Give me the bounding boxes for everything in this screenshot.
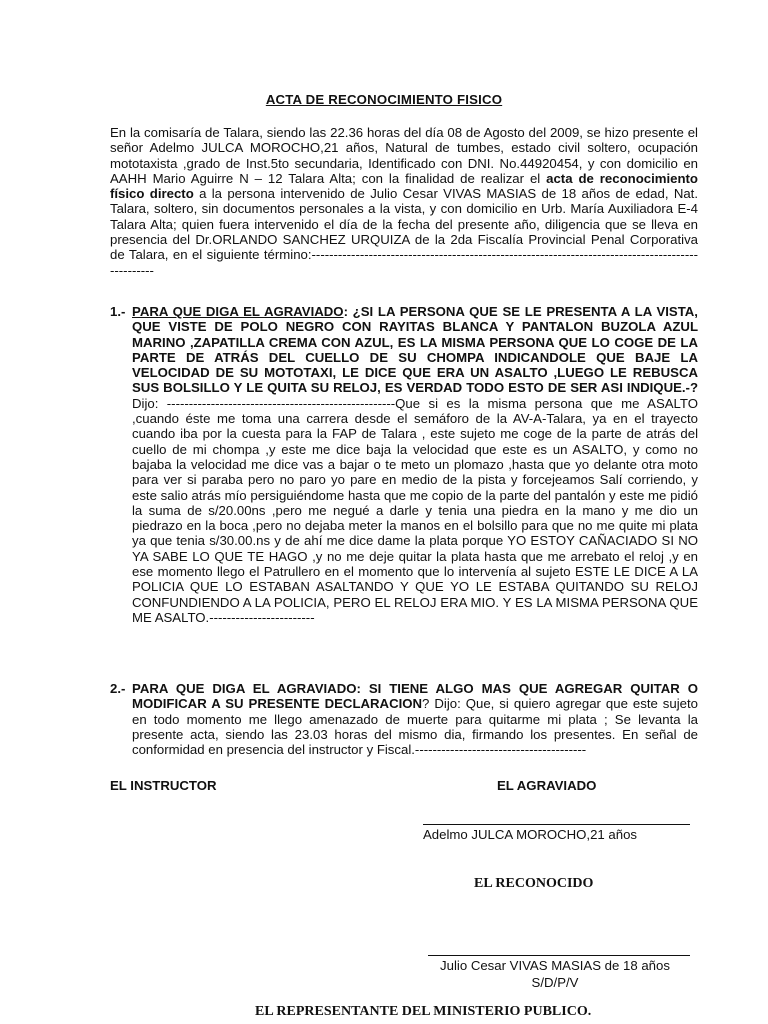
intro-paragraph <box>110 125 698 278</box>
agraviado-name: Adelmo JULCA MOROCHO,21 años <box>423 827 638 842</box>
question-2-label: PARA QUE DIGA EL AGRAVIADO <box>132 681 357 696</box>
intro-bold-text: acta de reconocimiento físico directo <box>110 170 698 202</box>
agraviado-label: EL AGRAVIADO <box>497 778 597 793</box>
question-1 <box>110 304 698 625</box>
intro-text-1: En la comisaría de Talara, siendo las 22.36 horas del día 08 de Agosto del 2009, se hizo presente el señor Adelmo JULCA MOROCHO,21 años, Natural de tumbes, estado civil soltero, ocupación mototaxista ,grado de Inst.5to secundaria, Identificado con DNI. No.44920454, y con domicilio en AAHH Mario Aguirre N – 12 Talara Alta; con la finalidad de realizar el <box>110 125 698 186</box>
reconocido-signature-line <box>428 955 690 956</box>
question-2-text: : SI TIENE ALGO MAS QUE AGREGAR QUITAR O MODIFICAR A SU PRESENTE DECLARACION <box>132 681 698 712</box>
instructor-label: EL INSTRUCTOR <box>110 778 217 793</box>
reconocido-label: EL RECONOCIDO <box>474 876 594 891</box>
document-title: ACTA DE RECONOCIMIENTO FISICO <box>265 92 503 107</box>
question-2-answer: ? Dijo: Que, si quiero agregar que este sujeto en todo momento me llego amenazado de muerte para quitarme mi plata ; Se levanta la presente acta, siendo las 23.03 horas del mismo dia, firmando los presentes. En señal de conformidad en presencia del instructor y Fiscal.--------------------------------------- <box>132 696 698 758</box>
reconocido-note: S/D/P/V <box>531 975 579 990</box>
question-1-text: ¿SI LA PERSONA QUE SE LE PRESENTA A LA VISTA, QUE VISTE DE POLO NEGRO CON RAYITAS BLANCA Y PANTALON BUZOLA AZUL MARINO ,ZAPATILLA CREMA CON AZUL, ES LA MISMA PERSONA QUE LO COGE DE LA PARTE DE ATRÁS DEL CUELLO DE SU CHOMPA INDICANDOLE QUE BAJE LA VELOCIDAD DE SU MOTOTAXI, LE DICE QUE ERA UN ASALTO ,LUEGO LE REBUSCA SUS BOLSILLO Y LE QUITA SU RELOJ, ES VERDAD TODO ESTO DE SER ASI INDIQUE.-? <box>132 304 698 396</box>
question-1-body <box>110 304 698 625</box>
question-2-body <box>110 681 698 757</box>
agraviado-signature-line <box>423 824 690 825</box>
question-2-number: 2.- <box>110 681 126 696</box>
question-2 <box>110 681 698 757</box>
ministerio-label: EL REPRESENTANTE DEL MINISTERIO PUBLICO. <box>255 1004 592 1019</box>
question-1-number: 1.- <box>110 304 126 319</box>
reconocido-name: Julio Cesar VIVAS MASIAS de 18 años <box>440 958 670 973</box>
intro-text-2: a la persona intervenido de Julio Cesar VIVAS MASIAS de 18 años de edad, Nat. Talara, soltero, sin documentos personales a la vista, y con domicilio en Urb. María Auxiliadora E-4 Talara Alta; quien fuera intervenido el día de la fecha del presente año, diligencia que se lleva en presencia del Dr.ORLANDO SANCHEZ URQUIZA de la 2da Fiscalía Provincial Penal Corporativa de Talara, en el siguiente término:-------------------------------------------------------------------------------------------------- <box>110 186 698 278</box>
question-1-answer: Dijo: ----------------------------------------------------Que si es la misma persona que me ASALTO ,cuando éste me toma una carrera desde el semáforo de la AV-A-Talara, ya en el trayecto cuando iba por la cuesta para la FAP de Talara , este sujeto me coge de la parte de atrás del cuello de mi chompa ,y este me dice baja la velocidad que este es un ASALTO, y como no bajaba la velocidad me dice vas a bajar o te meto un plomazo ,hasta que yo delante otra moto para ver si paraba pero no paro yo pare en medio de la pista y forcejeamos Salí corriendo, y este salio atrás mío persiguiéndome hasta que me copio de la parte del pantalón y este me pidió la suma de s/20.00ns ,pero me negué a darle y tenia una piedra en la mano y me dio un piedrazo en la boca ,pero no dejaba meter la manos en el bolsillo para que no me quite mi plata ya que tenia s/30.00.ns y de ahí me dice dame la plata porque YO ESTOY CAÑACIADO SI NO YA SABE LO QUE TE HAGO ,y no me deje quitar la plata hasta que me arrebato el reloj ,y en ese momento llego el Patrullero en el momento que lo intervenía al sujeto ESTE LE DICE A LA POLICIA QUE LO ESTABAN ASALTANDO Y QUE YO LE ESTABA QUITANDO SU RELOJ CONFUNDIENDO A LA POLICIA, PERO EL RELOJ ERA MIO. Y ES LA MISMA PERSONA QUE ME ASALTO.------------------------ <box>132 395 698 625</box>
question-1-label: PARA QUE DIGA EL AGRAVIADO <box>132 304 344 319</box>
question-1-colon: : <box>343 304 353 319</box>
